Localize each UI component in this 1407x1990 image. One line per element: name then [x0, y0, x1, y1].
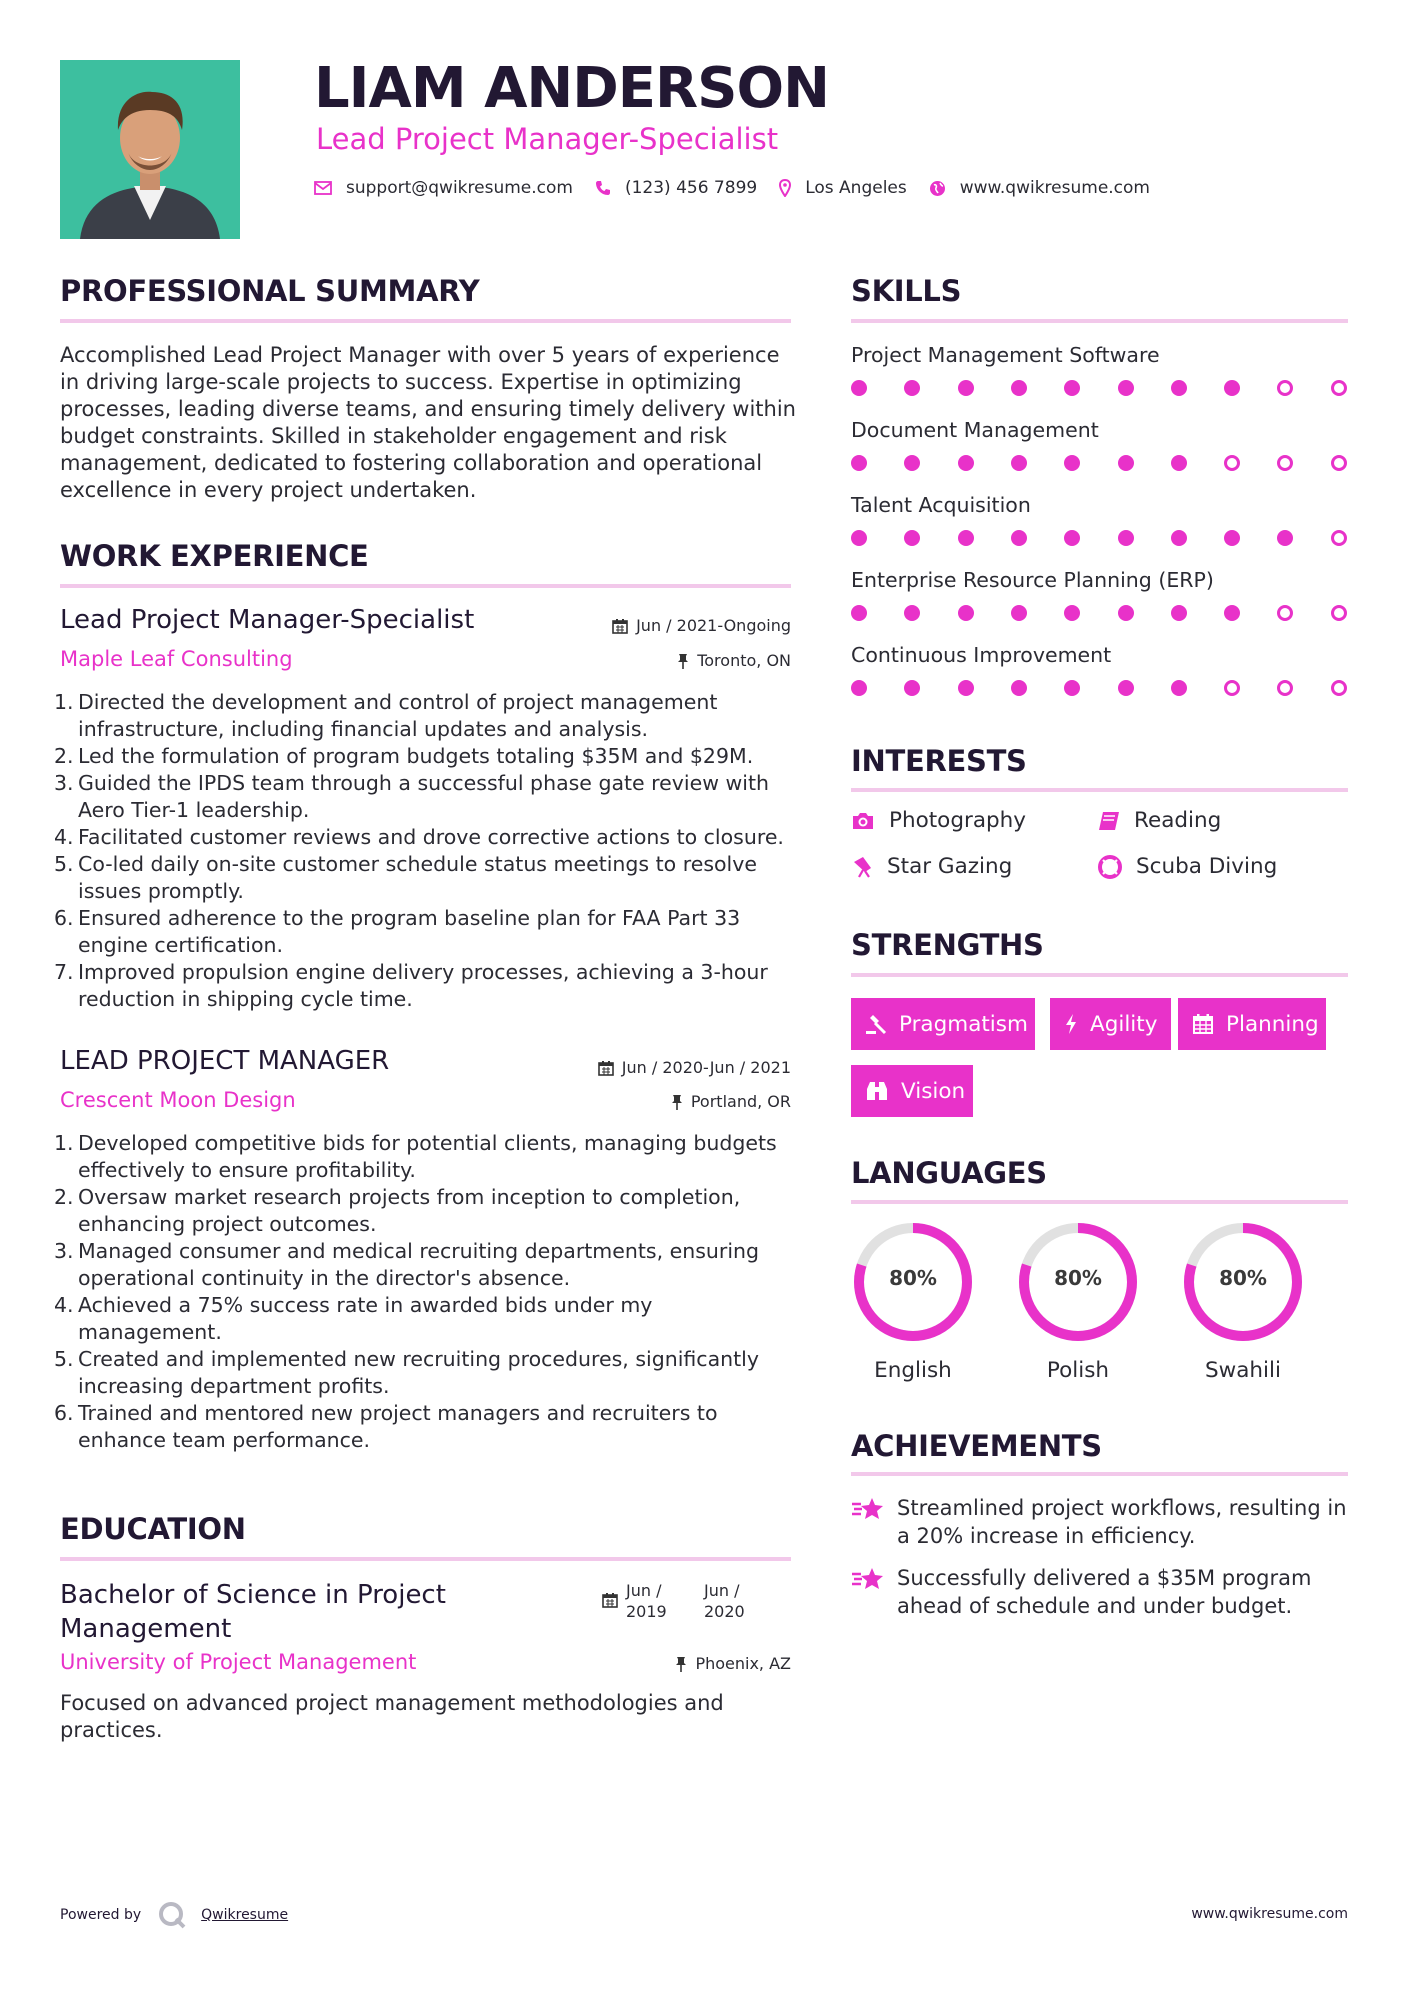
language-percent: 80% [1219, 1266, 1267, 1290]
summary-heading: PROFESSIONAL SUMMARY [60, 274, 480, 308]
education-heading: EDUCATION [60, 1512, 246, 1546]
skill-dot-filled [1064, 380, 1080, 396]
skill-dot-empty [1331, 680, 1347, 696]
interest-reading [1098, 808, 1221, 833]
skill-dot-filled [1011, 455, 1027, 471]
skill-dot-filled [1064, 530, 1080, 546]
list-item: 3. Managed consumer and medical recruiting departments, ensuring operational continuity in the director's absence. [54, 1239, 760, 1290]
skill-dot-empty [1224, 455, 1240, 471]
skill-dot-empty [1331, 455, 1347, 471]
strength-badge-vision [851, 1065, 973, 1117]
calendar-icon [612, 618, 628, 634]
skill-dot-filled [851, 455, 867, 471]
contact-phone[interactable] [595, 178, 757, 198]
skill-dot-filled [958, 455, 974, 471]
list-item: 4. Achieved a 75% success rate in awarded bids under my management. [54, 1293, 653, 1344]
job-date [540, 1058, 791, 1077]
strength-badge-agility [1050, 998, 1171, 1050]
interest-scuba-diving [1098, 854, 1277, 879]
strength-label: Agility [1090, 1011, 1158, 1037]
qwikresume-link[interactable]: Qwikresume [201, 1907, 289, 1923]
email-text: support@qwikresume.com [346, 178, 573, 198]
skill-dot-filled [1224, 380, 1240, 396]
skill-dot-filled [851, 380, 867, 396]
skill-dot-filled [958, 605, 974, 621]
telescope-icon [851, 856, 873, 878]
skill-dot-empty [1224, 680, 1240, 696]
interest-star-gazing [851, 854, 1012, 879]
skill-dot-filled [1118, 680, 1134, 696]
skill-dot-empty [1331, 380, 1347, 396]
binoculars-icon [865, 1080, 889, 1102]
achievement-item [851, 1564, 1351, 1620]
calendar-icon [602, 1592, 618, 1608]
candidate-name: LIAM ANDERSON [314, 56, 829, 121]
language-name: English [874, 1358, 952, 1383]
education-date [590, 1580, 760, 1622]
gavel-icon [865, 1013, 887, 1035]
skill-dot-filled [1277, 530, 1293, 546]
interest-label: Star Gazing [887, 854, 1013, 879]
strength-label: Planning [1226, 1011, 1319, 1037]
list-item: 1. Developed competitive bids for potential clients, managing budgets effectively to ensure profitability. [54, 1131, 777, 1182]
job-company: Maple Leaf Consulting [60, 647, 293, 671]
pushpin-icon [671, 1094, 683, 1110]
job-bullets [54, 1130, 800, 1454]
skill-name: Talent Acquisition [851, 493, 1031, 517]
list-item: 7. Improved propulsion engine delivery processes, achieving a 3-hour reduction in shipping cycle time. [54, 960, 768, 1011]
list-item: 4. Facilitated customer reviews and drove corrective actions to closure. [54, 825, 784, 849]
skills-heading: SKILLS [851, 274, 962, 308]
shooting-star-icon [851, 1496, 885, 1550]
pushpin-icon [675, 1656, 687, 1672]
skill-dot-filled [851, 605, 867, 621]
language-name: Polish [1046, 1358, 1110, 1383]
interest-label: Reading [1134, 808, 1222, 833]
education-description: Focused on advanced project management methodologies and practices. [60, 1691, 724, 1742]
list-item: 6. Trained and mentored new project managers and recruiters to enhance team performance. [54, 1401, 718, 1452]
profile-photo [60, 60, 240, 239]
skill-dot-filled [1118, 530, 1134, 546]
skill-name: Continuous Improvement [851, 643, 1112, 667]
skill-dot-filled [1064, 605, 1080, 621]
list-item: 6. Ensured adherence to the program baseline plan for FAA Part 33 engine certification. [54, 906, 741, 957]
education-start-date: Jun / 2019 [626, 1581, 667, 1621]
achievement-text: Successfully delivered a $35M program ahead of schedule and under budget. [897, 1566, 1312, 1618]
calendar-icon [598, 1060, 614, 1076]
list-item: 3. Guided the IPDS team through a successful phase gate review with Aero Tier-1 leadership. [54, 771, 769, 822]
list-item: 2. Led the formulation of program budgets totaling $35M and $29M. [54, 744, 754, 768]
list-item: 5. Co-led daily on-site customer schedule status meetings to resolve issues promptly. [54, 852, 757, 903]
job-company: Crescent Moon Design [60, 1088, 296, 1112]
experience-heading: WORK EXPERIENCE [60, 539, 369, 573]
skill-dot-empty [1331, 530, 1347, 546]
skill-dot-filled [958, 380, 974, 396]
skill-name: Project Management Software [851, 343, 1160, 367]
education-divider [60, 1557, 791, 1561]
website-text: www.qwikresume.com [959, 178, 1150, 198]
footer-website[interactable]: www.qwikresume.com [1191, 1906, 1348, 1922]
envelope-icon [314, 181, 332, 195]
job-location [560, 651, 791, 670]
interests-heading: INTERESTS [851, 744, 1027, 778]
strength-badge-pragmatism [851, 998, 1035, 1050]
interest-label: Photography [889, 808, 1026, 833]
job-bullets [54, 689, 800, 1013]
contact-website[interactable] [929, 178, 1150, 198]
skill-dot-filled [851, 530, 867, 546]
job-location-text: Portland, OR [690, 1092, 791, 1111]
skill-dot-empty [1277, 605, 1293, 621]
degree-title: Bachelor of Science in Project Management [60, 1580, 446, 1644]
interest-label: Scuba Diving [1136, 854, 1278, 879]
skill-dot-empty [1277, 380, 1293, 396]
life-ring-icon [1098, 855, 1122, 879]
phone-text: (123) 456 7899 [624, 178, 758, 198]
job-title: Lead Project Manager-Specialist [60, 605, 475, 635]
job-location [560, 1092, 791, 1111]
contact-bar [314, 178, 1172, 198]
list-item: 2. Oversaw market research projects from inception to completion, enhancing project outcomes. [54, 1185, 741, 1236]
portrait-image [60, 60, 240, 239]
skill-dot-filled [1171, 380, 1187, 396]
skill-dot-filled [904, 680, 920, 696]
skill-dot-filled [1011, 530, 1027, 546]
location-text: Los Angeles [805, 178, 907, 198]
skill-dot-filled [1011, 380, 1027, 396]
map-pin-icon [779, 179, 791, 197]
job-date-text: Jun / 2020-Jun / 2021 [621, 1058, 791, 1077]
summary-divider [60, 319, 791, 323]
job-location-text: Toronto, ON [697, 651, 791, 670]
list-item: 5. Created and implemented new recruiting procedures, significantly increasing department profits. [54, 1347, 759, 1398]
skill-dot-filled [1171, 680, 1187, 696]
strengths-heading: STRENGTHS [851, 928, 1044, 962]
skill-dot-filled [958, 530, 974, 546]
skill-dot-filled [904, 455, 920, 471]
achievements-divider [851, 1472, 1348, 1476]
phone-icon [595, 180, 611, 196]
skill-dot-filled [1118, 455, 1134, 471]
skill-dot-filled [904, 605, 920, 621]
education-end-date: Jun / 2020 [704, 1581, 745, 1621]
powered-by-label: Powered by [60, 1907, 142, 1923]
language-percent: 80% [1054, 1266, 1102, 1290]
school-name: University of Project Management [60, 1650, 417, 1674]
achievement-item [851, 1494, 1351, 1550]
skill-dot-filled [1011, 680, 1027, 696]
list-item: 1. Directed the development and control of project management infrastructure, including financial updates and analysis. [54, 690, 718, 741]
education-location-text: Phoenix, AZ [695, 1654, 791, 1673]
skills-divider [851, 319, 1348, 323]
languages-divider [851, 1200, 1348, 1204]
skill-dot-filled [1064, 455, 1080, 471]
summary-text: Accomplished Lead Project Manager with over 5 years of experience in driving large-scale projects to success. Expertise in optimizing processes, leading diverse teams, and ensuring timely delivery within budget constraints. Skilled in stakeholder engagement and risk management, dedicated to fostering collaboration and operational excellence in every project undertaken. [60, 343, 796, 502]
skill-dot-filled [1064, 680, 1080, 696]
skill-dot-filled [904, 380, 920, 396]
skill-dot-filled [851, 680, 867, 696]
contact-location [779, 178, 907, 198]
strength-badge-planning [1178, 998, 1326, 1050]
achievement-text: Streamlined project workflows, resulting in a 20% increase in efficiency. [897, 1496, 1347, 1548]
qwikresume-logo-icon [157, 1900, 187, 1930]
calendar-icon [1192, 1013, 1214, 1035]
strength-label: Vision [901, 1078, 966, 1104]
strength-label: Pragmatism [899, 1011, 1028, 1037]
skill-dot-empty [1277, 455, 1293, 471]
globe-icon [929, 180, 946, 197]
skill-dot-filled [958, 680, 974, 696]
skill-dot-filled [1224, 530, 1240, 546]
interests-divider [851, 788, 1348, 792]
education-location [560, 1654, 791, 1673]
strengths-divider [851, 973, 1348, 977]
job-date-text: Jun / 2021-Ongoing [636, 616, 791, 635]
skill-dot-filled [1171, 605, 1187, 621]
skill-dot-empty [1331, 605, 1347, 621]
skill-name: Enterprise Resource Planning (ERP) [851, 568, 1214, 592]
achievements-heading: ACHIEVEMENTS [851, 1429, 1102, 1463]
interest-photography [851, 808, 1026, 833]
language-item [1016, 1220, 1140, 1383]
language-name: Swahili [1205, 1358, 1281, 1383]
candidate-role: Lead Project Manager-Specialist [316, 122, 779, 156]
skill-dot-filled [1118, 605, 1134, 621]
job-date [560, 616, 791, 635]
skill-dot-filled [1118, 380, 1134, 396]
skill-name: Document Management [851, 418, 1099, 442]
language-percent: 80% [889, 1266, 937, 1290]
skill-dot-filled [1224, 605, 1240, 621]
skill-dot-empty [1277, 680, 1293, 696]
language-item [1181, 1220, 1305, 1383]
camera-icon [851, 811, 875, 831]
book-icon [1098, 811, 1120, 831]
bolt-icon [1064, 1013, 1078, 1035]
experience-divider [60, 584, 791, 588]
pushpin-icon [677, 653, 689, 669]
skill-dot-filled [904, 530, 920, 546]
skill-dot-filled [1011, 605, 1027, 621]
skill-dot-filled [1171, 530, 1187, 546]
footer-powered-by [60, 1900, 288, 1930]
skill-dot-filled [1171, 455, 1187, 471]
contact-email[interactable] [314, 178, 573, 198]
language-item [851, 1220, 975, 1383]
shooting-star-icon [851, 1566, 885, 1620]
job-title: LEAD PROJECT MANAGER [60, 1046, 390, 1076]
languages-heading: LANGUAGES [851, 1156, 1047, 1190]
